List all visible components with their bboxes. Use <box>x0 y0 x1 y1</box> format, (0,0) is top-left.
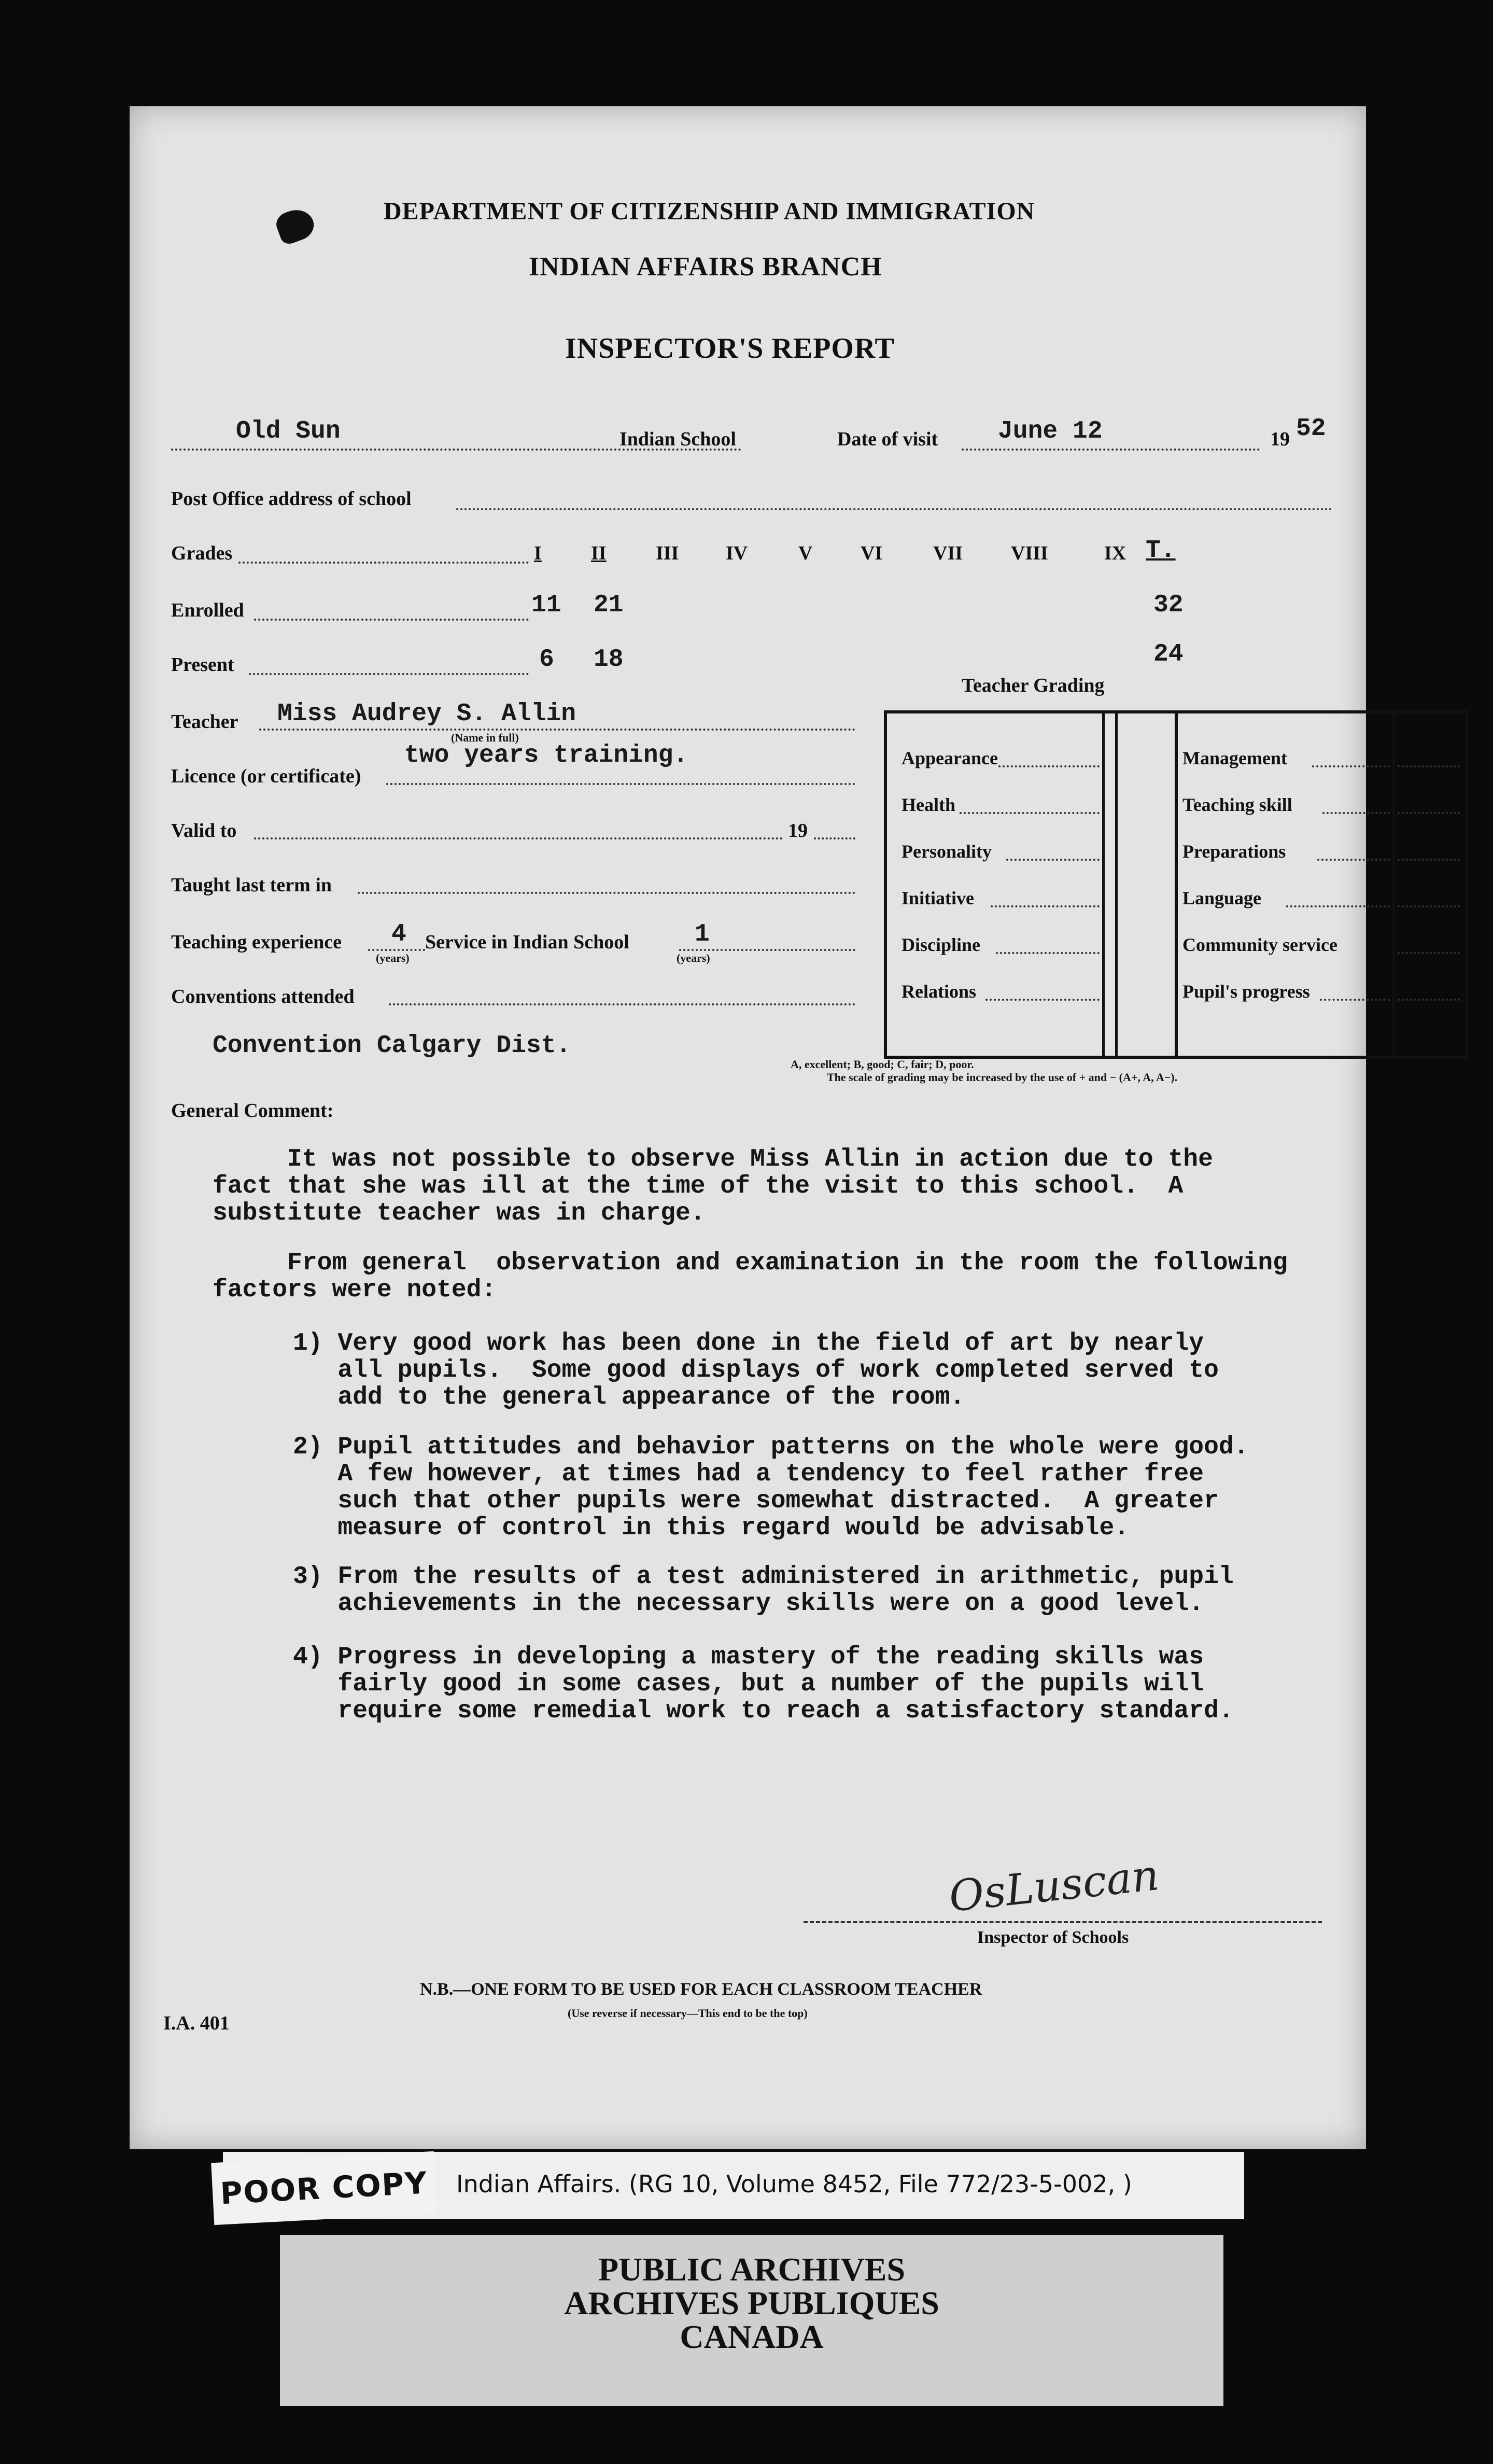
valid-to-year: 19 <box>788 820 808 842</box>
post-office-label: Post Office address of school <box>171 488 412 510</box>
teacher-name: Miss Audrey S. Allin <box>277 700 576 728</box>
grade-header-9: IX <box>1104 542 1126 564</box>
grade-header-2: II <box>591 542 607 564</box>
conventions-label: Conventions attended <box>171 986 355 1007</box>
grade-header-7: VII <box>933 542 963 564</box>
grading-scale-line2: The scale of grading may be increased by the use of + and − (A+, A, A−). <box>827 1071 1178 1084</box>
grading-community-service: Community service <box>1182 934 1337 955</box>
enrolled-label: Enrolled <box>171 599 244 621</box>
grading-appearance: Appearance <box>902 748 998 768</box>
service-years-note: (years) <box>677 951 710 964</box>
year-prefix: 19 <box>1270 428 1290 450</box>
teaching-experience-value: 4 <box>391 920 406 948</box>
grade-header-3: III <box>656 542 679 564</box>
report-sheet <box>130 106 1366 2149</box>
date-of-visit-label: Date of visit <box>837 428 938 450</box>
grading-personality: Personality <box>902 841 992 862</box>
enrolled-total: 32 <box>1153 591 1184 619</box>
name-in-full-note: (Name in full) <box>451 731 519 744</box>
valid-to-label: Valid to <box>171 820 237 842</box>
grading-pupils-progress: Pupil's progress <box>1182 981 1310 1002</box>
grading-language: Language <box>1182 888 1262 908</box>
school-name: Old Sun <box>236 417 341 445</box>
stamp-line-1: PUBLIC ARCHIVES <box>598 2251 906 2288</box>
enrolled-grade-1: 11 <box>531 591 561 619</box>
date-of-visit-value: June 12 <box>998 417 1103 445</box>
grading-scale-line1: A, excellent; B, good; C, fair; D, poor. <box>791 1058 974 1071</box>
grade-header-4: IV <box>726 542 748 564</box>
teacher-label: Teacher <box>171 711 238 733</box>
report-title: INSPECTOR'S REPORT <box>565 332 895 365</box>
teaching-experience-label: Teaching experience <box>171 931 342 953</box>
grading-management: Management <box>1182 748 1287 768</box>
comment-item-3: 3) From the results of a test administered in arithmetic, pupil achievements in the necessary skills were on a good level. <box>293 1563 1234 1618</box>
general-comment-label: General Comment: <box>171 1100 334 1122</box>
licence-label: Licence (or certificate) <box>171 765 361 787</box>
grade-header-6: VI <box>861 542 883 564</box>
grading-preparations: Preparations <box>1182 841 1286 862</box>
present-label: Present <box>171 654 234 676</box>
grading-initiative: Initiative <box>902 888 974 908</box>
taught-last-term-label: Taught last term in <box>171 874 332 896</box>
grading-relations: Relations <box>902 981 976 1002</box>
form-number: I.A. 401 <box>163 2012 230 2034</box>
grades-label: Grades <box>171 542 233 564</box>
archive-reference: Indian Affairs. (RG 10, Volume 8452, File 772/23-5-002, ) <box>456 2170 1132 2198</box>
department-heading: DEPARTMENT OF CITIZENSHIP AND IMMIGRATION <box>384 198 1035 225</box>
present-grade-2: 18 <box>594 646 624 674</box>
service-indian-school-label: Service in Indian School <box>425 931 629 953</box>
inspector-signature: OsLuscan <box>947 1851 1162 1922</box>
grading-discipline: Discipline <box>902 934 981 955</box>
comment-paragraph-1: It was not possible to observe Miss Allin in action due to the fact that she was ill at the time of the visit to this school. A substitute teacher was in charge. <box>213 1145 1213 1227</box>
enrolled-grade-2: 21 <box>594 591 624 619</box>
grading-health: Health <box>902 794 955 815</box>
licence-value: two years training. <box>404 741 688 769</box>
stamp-line-2: ARCHIVES PUBLIQUES <box>564 2285 939 2321</box>
grading-teaching-skill: Teaching skill <box>1182 794 1292 815</box>
grade-header-1: I <box>534 542 542 564</box>
conventions-value: Convention Calgary Dist. <box>213 1032 571 1060</box>
branch-heading: INDIAN AFFAIRS BRANCH <box>529 252 882 282</box>
grade-header-total: T. <box>1146 537 1176 565</box>
public-archives-stamp <box>280 2235 1223 2406</box>
inspector-of-schools-label: Inspector of Schools <box>977 1928 1129 1947</box>
present-grade-1: 6 <box>539 646 554 674</box>
present-total: 24 <box>1153 640 1184 668</box>
ink-blot <box>273 205 318 246</box>
poor-copy-label: POOR COPY <box>211 2151 437 2225</box>
grade-header-8: VIII <box>1011 542 1048 564</box>
stamp-line-3: CANADA <box>680 2318 824 2355</box>
comment-paragraph-2: From general observation and examination in the room the following factors were noted: <box>213 1249 1288 1304</box>
nb-note: N.B.—ONE FORM TO BE USED FOR EACH CLASSROOM TEACHER <box>420 1980 982 1999</box>
teacher-grading-title: Teacher Grading <box>962 675 1105 696</box>
indian-school-label: Indian School <box>619 428 736 450</box>
teacher-grading-table <box>884 710 1468 1059</box>
experience-years-note: (years) <box>376 951 410 964</box>
nb-reverse-note: (Use reverse if necessary—This end to be the top) <box>568 2007 808 2020</box>
comment-item-2: 2) Pupil attitudes and behavior patterns on the whole were good. A few however, at times had a tendency to feel rather free such that other pupils were somewhat distracted. A greater measure of control in this regard would be advisable. <box>293 1433 1249 1542</box>
service-indian-school-value: 1 <box>695 920 710 948</box>
comment-item-1: 1) Very good work has been done in the field of art by nearly all pupils. Some good displays of work completed served to add to the general appearance of the room. <box>293 1329 1219 1411</box>
grade-header-5: V <box>798 542 813 564</box>
comment-item-4: 4) Progress in developing a mastery of the reading skills was fairly good in some cases, but a number of the pupils will require some remedial work to reach a satisfactory standard. <box>293 1643 1234 1725</box>
year-value: 52 <box>1296 415 1326 443</box>
